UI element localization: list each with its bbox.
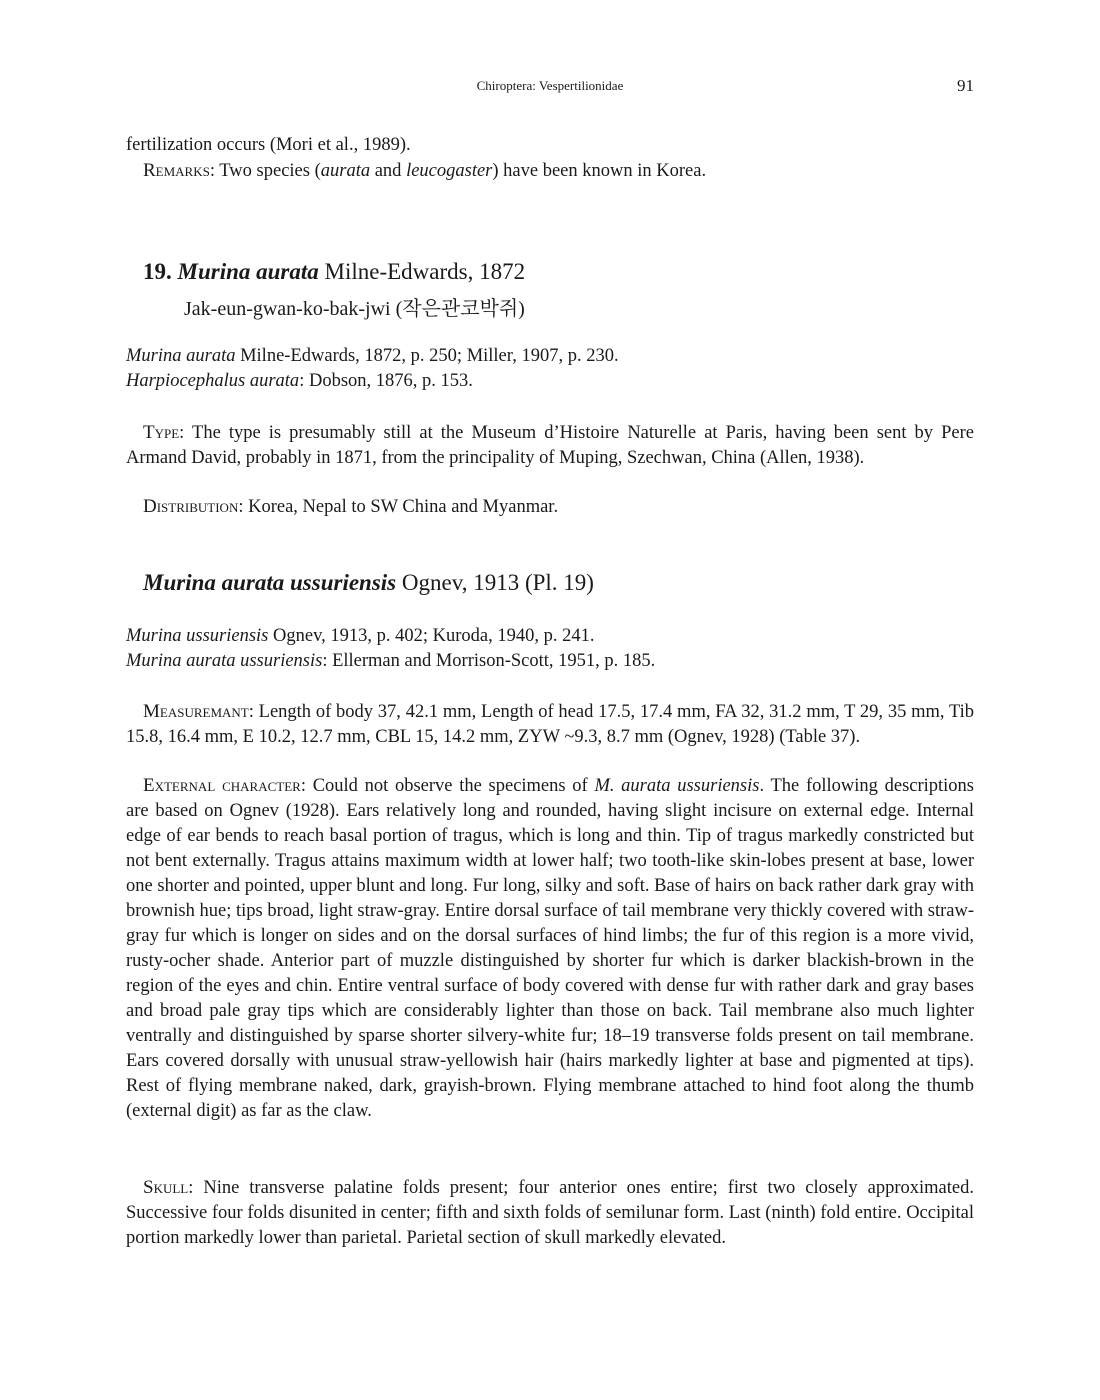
measurement-paragraph: Measuremant: Length of body 37, 42.1 mm, Length of head 17.5, 17.4 mm, FA 32, 31.2 mm, T 29, 35 mm, Tib 15.8, 16.4 mm, E 10.2, 12.7 mm, CBL 15, 14.2 mm, ZYW ~9.3, 8.7 mm (Ognev, 1928) (Table 37). (126, 701, 974, 747)
running-title: Chiroptera: Vespertilionidae (476, 78, 624, 93)
species-author: Milne-Edwards, 1872 (318, 259, 526, 284)
distribution-paragraph: Distribution: Korea, Nepal to SW China and Myanmar. (143, 496, 559, 517)
subspecies-name: Murina aurata ussuriensis (143, 570, 397, 595)
remarks-paragraph: Remarks: Two species (aurata and leucogaster) have been known in Korea. (143, 160, 707, 181)
species-number: 19. (143, 259, 172, 284)
skull-paragraph: Skull: Nine transverse palatine folds present; four anterior ones entire; first two closely approximated. Successive four folds disunited in center; fifth and sixth folds of semilunar form. Last (ninth) fold entire. Occipital portion markedly lower than parietal. Parietal section of skull markedly elevated. (126, 1177, 974, 1248)
subspecies-author: Ognev, 1913 (Pl. 19) (396, 570, 594, 595)
skull-label: Skull (143, 1177, 189, 1198)
synonym-line: Murina aurata ussuriensis: Ellerman and Morrison-Scott, 1951, p. 185. (126, 651, 656, 671)
external-character-label: External character (143, 775, 301, 796)
page-header (126, 76, 974, 96)
synonym-line: Murina ussuriensis Ognev, 1913, p. 402; Kuroda, 1940, p. 241. (126, 626, 595, 646)
type-label: Type (143, 422, 180, 443)
continuation-line: fertilization occurs (Mori et al., 1989). (126, 135, 411, 155)
measurement-label: Measuremant (143, 701, 249, 722)
synonym-line: Harpiocephalus aurata: Dobson, 1876, p. 153. (126, 371, 473, 391)
species-heading (143, 259, 525, 285)
type-paragraph: Type: The type is presumably still at the Museum d’Histoire Naturelle at Paris, having been sent by Pere Armand David, probably in 1871, from the principality of Muping, Szechwan, China (Allen, 1938). (126, 422, 974, 468)
korean-name: Jak-eun-gwan-ko-bak-jwi (작은관코박쥐) (184, 298, 525, 320)
external-character-paragraph: External character: Could not observe the specimens of M. aurata ussuriensis. The following descriptions are based on Ognev (1928). Ears relatively long and rounded, having slight incisure on external edge. Internal edge of ear bends to reach basal portion of tragus, which is long and thin. Tip of tragus markedly constricted but not bent externally. Tragus attains maximum width at lower half; two tooth-like skin-lobes present at base, lower one shorter and pointed, upper blunt and long. Fur long, silky and soft. Base of hairs on back rather dark gray with brownish hue; tips broad, light straw-gray. Entire dorsal surface of tail membrane very thickly covered with straw-gray fur which is longer on sides and on the dorsal surfaces of hind limbs; the fur of this region is a more vivid, rusty-ocher shade. Anterior part of muzzle distinguished by shorter fur which is darker blackish-brown in the region of the eyes and chin. Entire ventral surface of body covered with dense fur with rather dark and gray bases and broad pale gray tips which are considerably lighter than those on back. Tail membrane also much lighter ventrally and distinguished by sparse shorter silvery-white fur; 18–19 transverse folds present on tail membrane. Ears covered dorsally with unusual straw-yellowish hair (hairs markedly lighter at base and pigmented at tips). Rest of flying membrane naked, dark, grayish-brown. Flying membrane attached to hind foot along the thumb (external digit) as far as the claw. (126, 775, 975, 1121)
page-number: 91 (957, 76, 974, 95)
species-name: Murina aurata (177, 259, 319, 284)
distribution-label: Distribution (143, 496, 239, 517)
synonym-line: Murina aurata Milne-Edwards, 1872, p. 250; Miller, 1907, p. 230. (126, 346, 619, 366)
subspecies-heading (143, 570, 594, 596)
remarks-label: Remarks (143, 160, 210, 181)
